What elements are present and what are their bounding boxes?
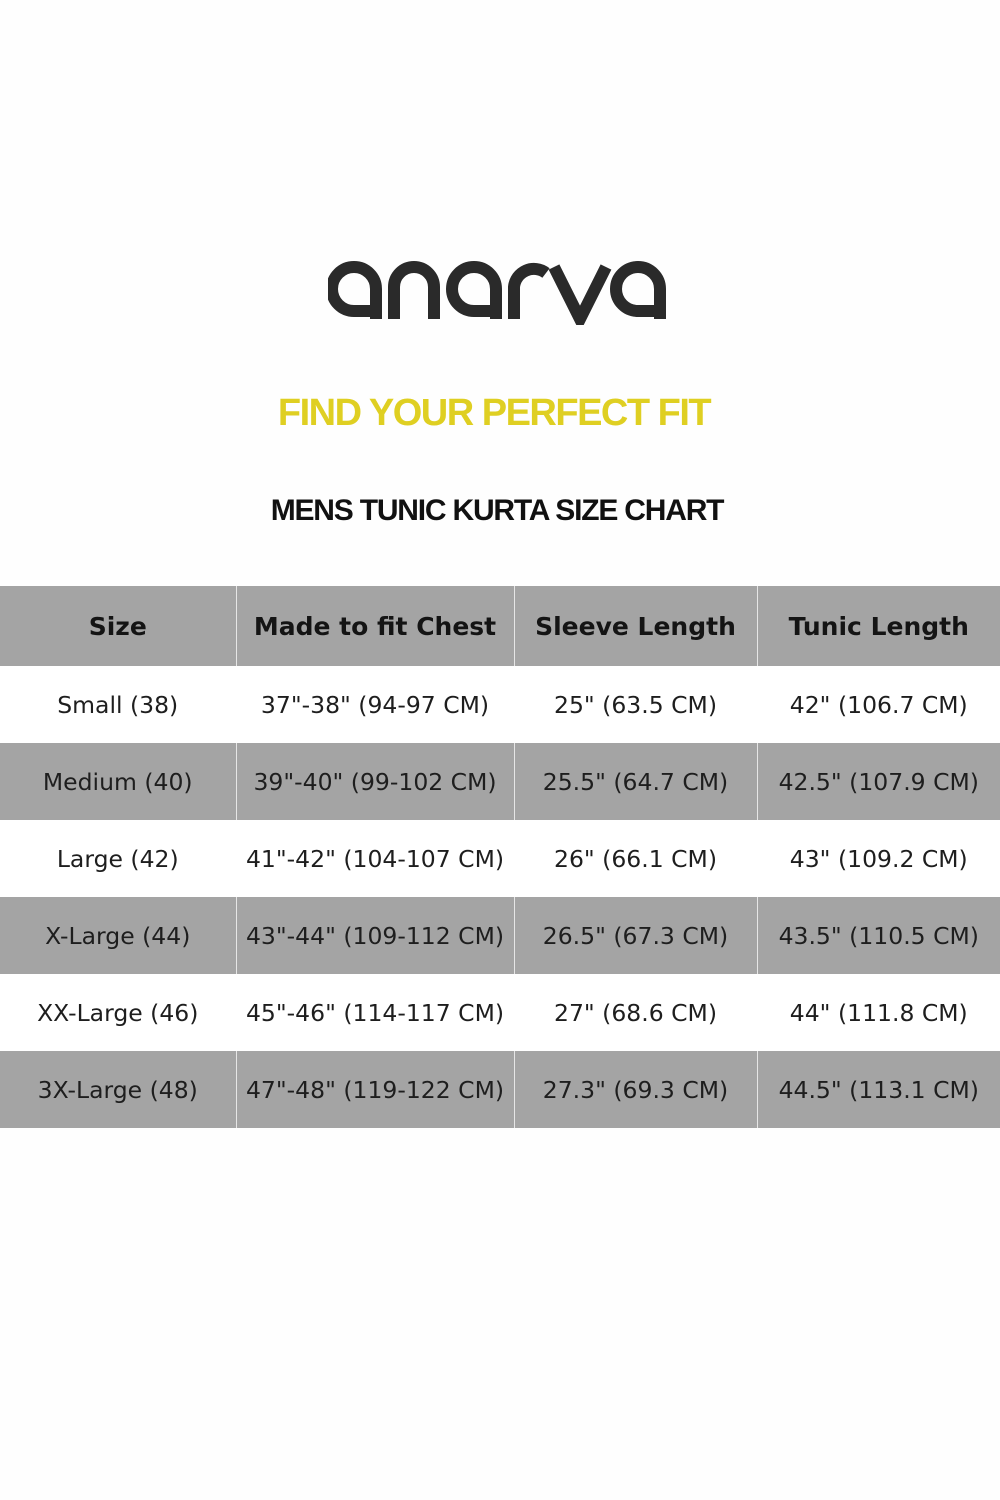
page-headline: FIND YOUR PERFECT FIT bbox=[277, 392, 711, 434]
cell-sleeve-length: 27" (68.6 CM) bbox=[514, 974, 757, 1051]
cell-tunic-length: 42.5" (107.9 CM) bbox=[757, 743, 1000, 820]
cell-tunic-length: 42" (106.7 CM) bbox=[757, 666, 1000, 743]
size-chart-title: MENS TUNIC KURTA SIZE CHART bbox=[270, 494, 724, 527]
cell-size: Large (42) bbox=[0, 820, 236, 897]
cell-sleeve-length: 25" (63.5 CM) bbox=[514, 666, 757, 743]
table-row bbox=[0, 897, 1000, 974]
anarva-logo-wordmark bbox=[328, 255, 673, 325]
column-header-tunic-length: Tunic Length bbox=[757, 586, 1000, 666]
cell-tunic-length: 43" (109.2 CM) bbox=[757, 820, 1000, 897]
cell-chest: 47"-48" (119-122 CM) bbox=[236, 1051, 514, 1128]
column-header-chest: Made to fit Chest bbox=[236, 586, 514, 666]
table-row bbox=[0, 666, 1000, 743]
table-row bbox=[0, 743, 1000, 820]
size-chart-header bbox=[0, 586, 1000, 666]
cell-size: 3X-Large (48) bbox=[0, 1051, 236, 1128]
brand-logo bbox=[0, 255, 1000, 335]
cell-size: Medium (40) bbox=[0, 743, 236, 820]
cell-chest: 43"-44" (109-112 CM) bbox=[236, 897, 514, 974]
table-row bbox=[0, 1051, 1000, 1128]
cell-chest: 41"-42" (104-107 CM) bbox=[236, 820, 514, 897]
cell-size: X-Large (44) bbox=[0, 897, 236, 974]
table-row bbox=[0, 820, 1000, 897]
cell-sleeve-length: 26" (66.1 CM) bbox=[514, 820, 757, 897]
column-header-size: Size bbox=[0, 586, 236, 666]
column-header-sleeve-length: Sleeve Length bbox=[514, 586, 757, 666]
cell-chest: 39"-40" (99-102 CM) bbox=[236, 743, 514, 820]
cell-tunic-length: 44" (111.8 CM) bbox=[757, 974, 1000, 1051]
cell-chest: 37"-38" (94-97 CM) bbox=[236, 666, 514, 743]
cell-sleeve-length: 25.5" (64.7 CM) bbox=[514, 743, 757, 820]
header-row bbox=[0, 586, 1000, 666]
cell-tunic-length: 44.5" (113.1 CM) bbox=[757, 1051, 1000, 1128]
table-row bbox=[0, 974, 1000, 1051]
cell-chest: 45"-46" (114-117 CM) bbox=[236, 974, 514, 1051]
cell-size: Small (38) bbox=[0, 666, 236, 743]
cell-tunic-length: 43.5" (110.5 CM) bbox=[757, 897, 1000, 974]
cell-size: XX-Large (46) bbox=[0, 974, 236, 1051]
cell-sleeve-length: 27.3" (69.3 CM) bbox=[514, 1051, 757, 1128]
cell-sleeve-length: 26.5" (67.3 CM) bbox=[514, 897, 757, 974]
size-chart-body bbox=[0, 666, 1000, 1128]
size-chart-table bbox=[0, 586, 1000, 1128]
